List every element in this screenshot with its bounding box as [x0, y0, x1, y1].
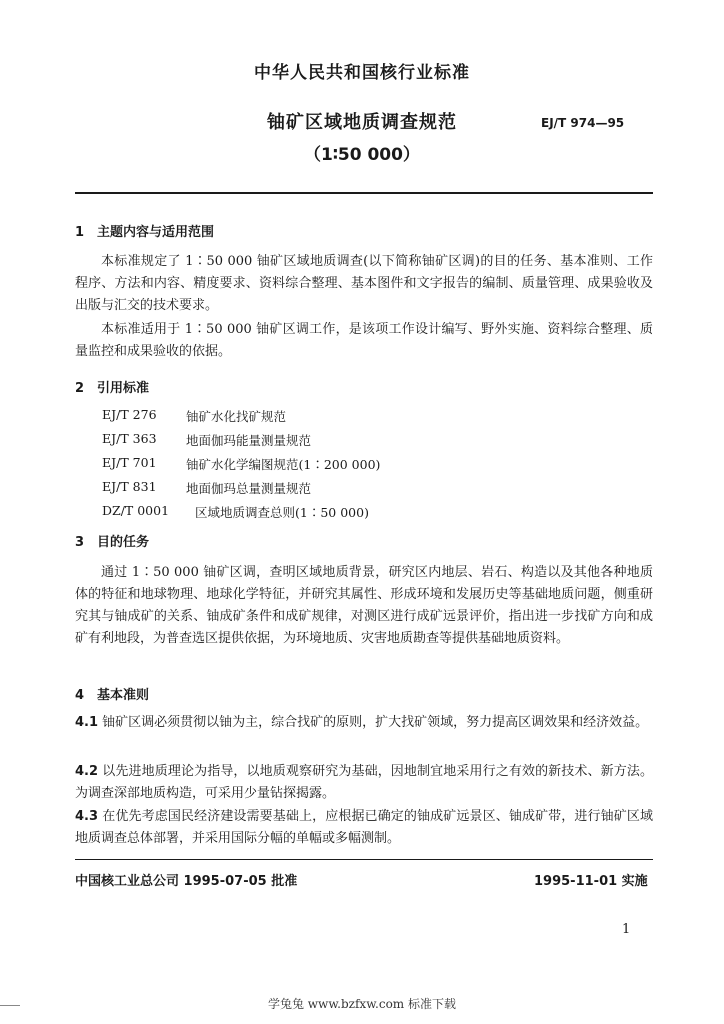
- approval-line: 中国核工业总公司 1995-07-05 批准: [75, 874, 298, 889]
- ref-title: 地面伽玛总量测量规范: [186, 481, 312, 496]
- clause-4-2: [75, 761, 653, 805]
- footer-divider: [75, 859, 653, 860]
- clause-text: 以先进地质理论为指导，以地质观察研究为基础，因地制宜地采用行之有效的新技术、新方法。为调查深部地质构造，可采用少量钻探揭露。: [75, 764, 653, 801]
- issuing-organization: 中华人民共和国核行业标准: [254, 63, 470, 83]
- ref-title: 铀矿水化找矿规范: [186, 409, 287, 424]
- clause-text: 铀矿区调必须贯彻以铀为主，综合找矿的原则，扩大找矿领域，努力提高区调效果和经济效益。: [102, 715, 649, 730]
- ref-code: DZ/T 0001: [102, 503, 170, 518]
- section-3-heading: 3 目的任务: [75, 535, 150, 550]
- ref-code: EJ/T 276: [102, 407, 157, 422]
- ref-title: 地面伽玛能量测量规范: [186, 433, 312, 448]
- section-4-heading: 4 基本准则: [75, 688, 150, 703]
- clause-number: 4.1: [75, 715, 99, 730]
- document-scale: （1∶50 000）: [304, 145, 420, 165]
- section-1-heading: 1 主题内容与适用范围: [75, 225, 215, 240]
- page-number: 1: [622, 922, 631, 937]
- clause-4-1: [75, 712, 653, 734]
- effective-date: 1995-11-01 实施: [534, 874, 648, 889]
- clause-text: 在优先考虑国民经济建设需要基础上，应根据已确定的铀成矿远景区、铀成矿带，进行铀矿区域地质调查总体部署，并采用国际分幅的单幅或多幅测制。: [75, 809, 653, 846]
- clause-4-3: [75, 806, 653, 850]
- ref-code: EJ/T 831: [102, 479, 157, 494]
- section-1-paragraph-2: 本标准适用于 1∶50 000 铀矿区调工作，是该项工作设计编写、野外实施、资料综合整理、质量监控和成果验收的依据。: [75, 322, 653, 359]
- ref-code: EJ/T 363: [102, 431, 157, 446]
- section-2-heading: 2 引用标准: [75, 381, 150, 396]
- ref-code: EJ/T 701: [102, 455, 157, 470]
- clause-number: 4.3: [75, 809, 99, 824]
- clause-number: 4.2: [75, 764, 99, 779]
- document-title: 铀矿区域地质调查规范: [267, 112, 457, 133]
- ref-title: 铀矿水化学编图规范(1∶200 000): [186, 457, 381, 472]
- section-3-paragraph: 通过 1∶50 000 铀矿区调，查明区域地质背景，研究区内地层、岩石、构造以及其他各种地质体的特征和地球物理、地球化学特征，并研究其属性、形成环境和发展历史等基础地质问题，侧重研究其与铀成矿的关系、铀成矿条件和成矿规律，对测区进行成矿远景评价，指出进一步找矿方向和成矿有利地段，为普查选区提供依据，为环境地质、灾害地质勘查等提供基础地质资料。: [75, 565, 653, 646]
- site-watermark: 学兔兔 www.bzfxw.com 标准下载: [267, 997, 457, 1011]
- header-divider: [75, 192, 653, 194]
- section-1-paragraph-1: 本标准规定了 1∶50 000 铀矿区域地质调查(以下简称铀矿区调)的目的任务、基本准则、工作程序、方法和内容、精度要求、资料综合整理、基本图件和文字报告的编制、质量管理、成果验收及出版与汇交的技术要求。: [75, 254, 653, 313]
- standard-code: EJ/T 974—95: [541, 116, 625, 130]
- ref-title: 区域地质调查总则(1∶50 000): [195, 505, 369, 520]
